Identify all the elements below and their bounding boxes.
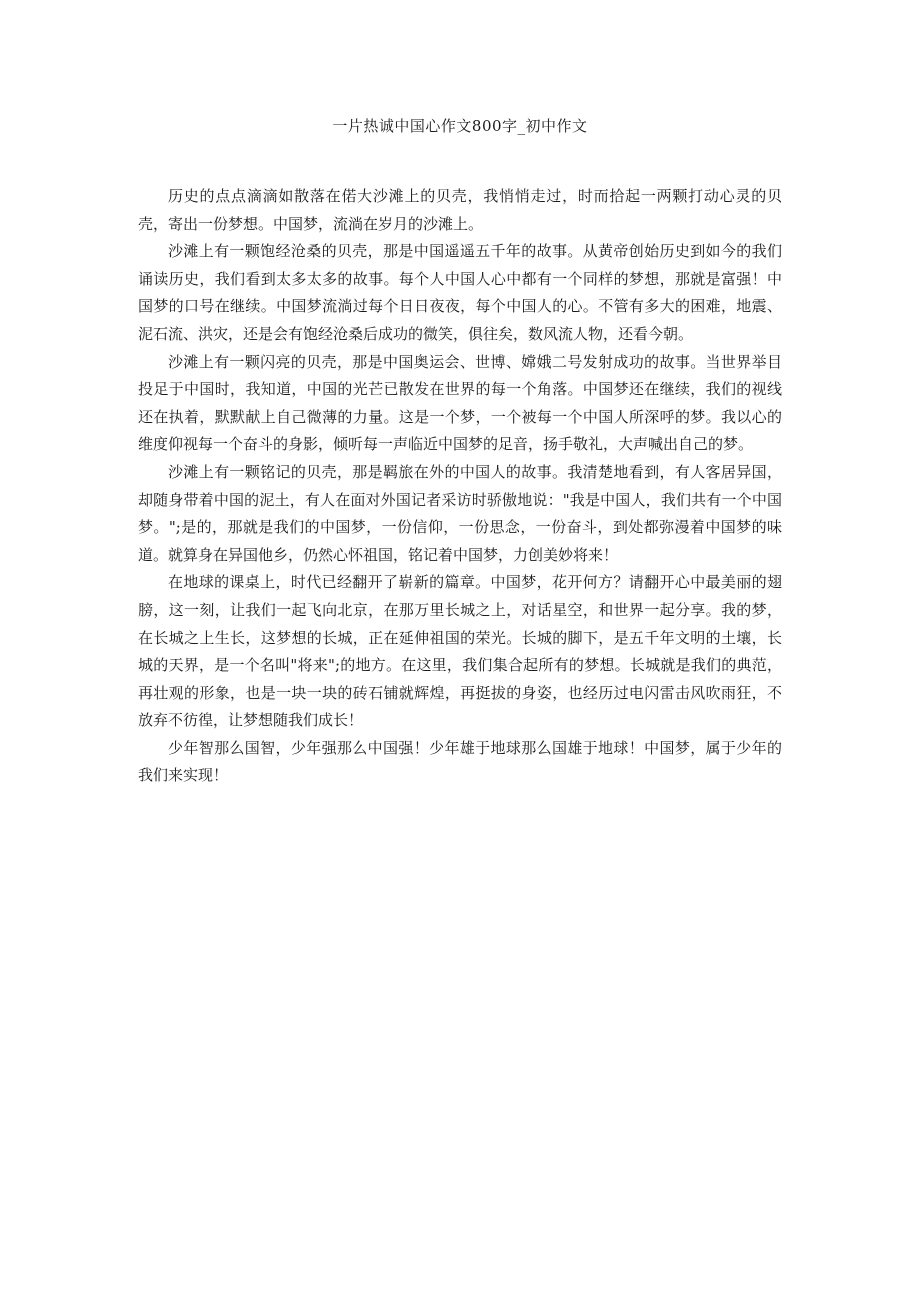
paragraph: 沙滩上有一颗闪亮的贝壳，那是中国奥运会、世博、嫦娥二号发射成功的故事。当世界举目投足于中国时，我知道，中国的光芒已散发在世界的每一个角落。中国梦还在继续，我们的视线还在执着，默默献上自己微薄的力量。这是一个梦，一个被每一个中国人所深呼的梦。我以心的维度仰视每一个奋斗的身影，倾听每一声临近中国梦的足音，扬手敬礼，大声喊出自己的梦。 <box>138 352 782 454</box>
paragraph: 历史的点点滴滴如散落在偌大沙滩上的贝壳，我悄悄走过，时而拾起一两颗打动心灵的贝壳，寄出一份梦想。中国梦，流淌在岁月的沙滩上。 <box>138 187 782 233</box>
paragraph: 在地球的课桌上，时代已经翻开了崭新的篇章。中国梦，花开何方？请翻开心中最美丽的翅膀，这一刻，让我们一起飞向北京，在那万里长城之上，对话星空，和世界一起分享。我的梦，在长城之上生长，这梦想的长城，正在延伸祖国的荣光。长城的脚下，是五千年文明的土壤，长城的天界，是一个名叫"将来";的地方。在这里，我们集合起所有的梦想。长城就是我们的典范，再壮观的形象，也是一块一块的砖石铺就辉煌，再挺拔的身姿，也经历过电闪雷击风吹雨狂，不放弃不彷徨，让梦想随我们成长！ <box>138 573 782 730</box>
document-body <box>138 183 782 790</box>
paragraph: 少年智那么国智，少年强那么中国强！少年雄于地球那么国雄于地球！中国梦，属于少年的我们来实现！ <box>138 738 782 785</box>
paragraph: 沙滩上有一颗饱经沧桑的贝壳，那是中国遥遥五千年的故事。从黄帝创始历史到如今的我们诵读历史，我们看到太多太多的故事。每个人中国人心中都有一个同样的梦想，那就是富强！中国梦的口号在继续。中国梦流淌过每个日日夜夜，每个中国人的心。不管有多大的困难，地震、泥石流、洪灾，还是会有饱经沧桑后成功的微笑，俱往矣，数风流人物，还看今朝。 <box>138 242 782 343</box>
document-title: 一片热诚中国心作文800字_初中作文 <box>332 117 588 135</box>
paragraph: 沙滩上有一颗铭记的贝壳，那是羁旅在外的中国人的故事。我清楚地看到，有人客居异国，却随身带着中国的泥土，有人在面对外国记者采访时骄傲地说："我是中国人，我们共有一个中国梦。";是的，那就是我们的中国梦，一份信仰，一份思念，一份奋斗，到处都弥漫着中国梦的味道。就算身在异国他乡，仍然心怀祖国，铭记着中国梦，力创美妙将来！ <box>138 462 782 564</box>
